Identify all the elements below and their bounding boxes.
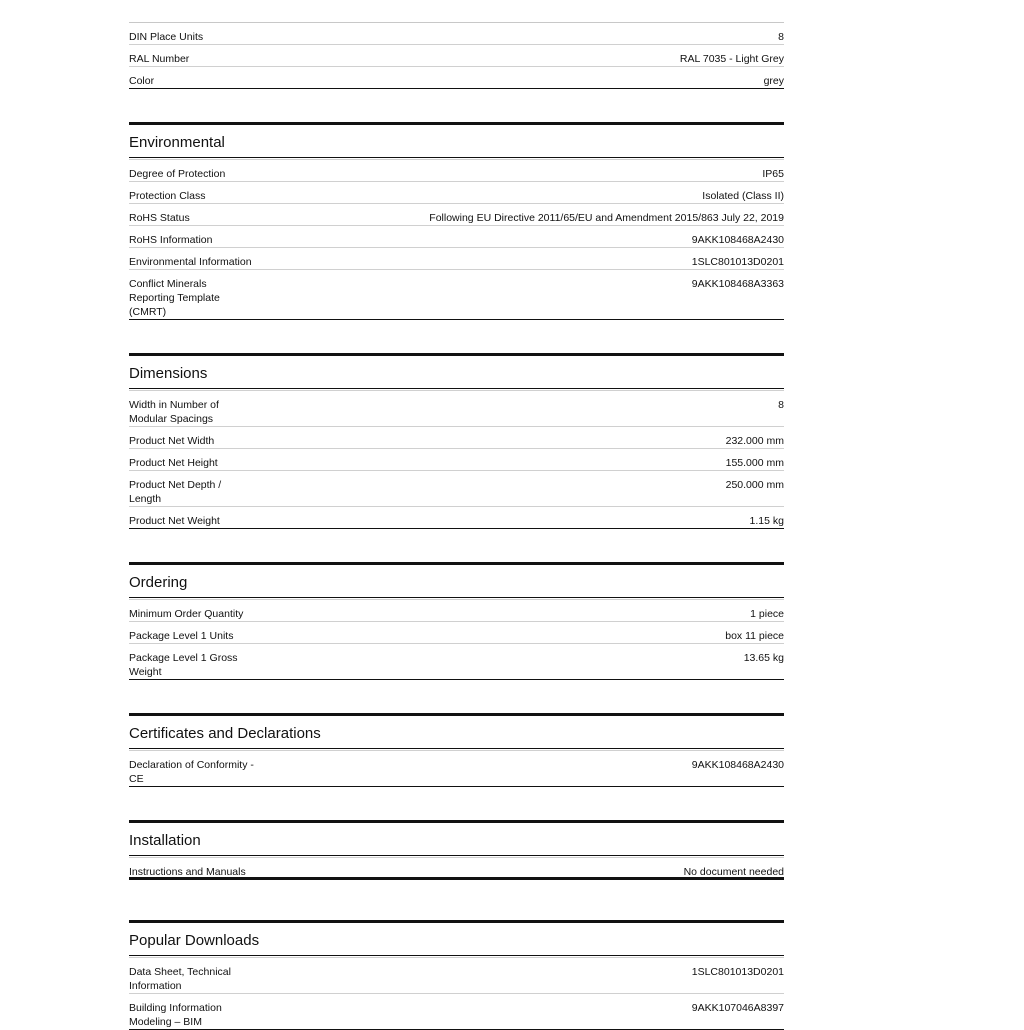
spec-label: Minimum Order Quantity	[129, 608, 244, 620]
spec-label: DIN Place Units	[129, 31, 204, 43]
section-rows	[129, 750, 784, 787]
spec-label: RAL Number	[129, 53, 190, 65]
general-rows	[129, 23, 784, 89]
spec-value[interactable]: 9AKK108468A2430	[691, 759, 784, 771]
spec-value: 232.000 mm	[725, 435, 784, 447]
spec-value[interactable]: 1SLC801013D0201	[691, 966, 784, 978]
section-title: Popular Downloads	[129, 920, 784, 956]
spec-value: 8	[778, 399, 784, 411]
spec-value: No document needed	[683, 866, 784, 878]
spec-row-ral-number	[129, 45, 784, 67]
spec-value[interactable]: 9AKK108468A3363	[691, 278, 784, 290]
spec-row-color	[129, 67, 784, 89]
spec-label: Building Information Modeling – BIM	[129, 1002, 222, 1028]
spec-label: Product Net Weight	[129, 515, 220, 527]
spec-value: box 11 piece	[725, 630, 784, 642]
spec-row-din-place-units	[129, 23, 784, 45]
spec-value: 155.000 mm	[725, 457, 784, 469]
spec-row	[129, 270, 784, 320]
section-rows	[129, 159, 784, 320]
spec-label: Color	[129, 75, 155, 87]
spec-label: Declaration of Conformity - CE	[129, 759, 254, 785]
section-rows	[129, 957, 784, 1030]
spec-value: IP65	[762, 168, 784, 180]
spec-label: Package Level 1 Units	[129, 630, 234, 642]
spec-value: grey	[763, 75, 784, 87]
spec-value: Isolated (Class II)	[702, 190, 784, 202]
spec-row	[129, 994, 784, 1030]
section-title: Environmental	[129, 122, 784, 158]
spec-row	[129, 600, 784, 622]
section-title: Certificates and Declarations	[129, 713, 784, 749]
spec-row	[129, 427, 784, 449]
spec-label: RoHS Status	[129, 212, 190, 224]
spec-value: 1 piece	[750, 608, 784, 620]
section-rows	[129, 390, 784, 529]
section-ordering	[129, 562, 784, 680]
spec-label: RoHS Information	[129, 234, 213, 246]
section-title: Installation	[129, 820, 784, 856]
spec-row	[129, 449, 784, 471]
section-environmental	[129, 122, 784, 320]
spec-label: Instructions and Manuals	[129, 866, 246, 878]
section-dimensions	[129, 353, 784, 529]
spec-row	[129, 160, 784, 182]
section-rows	[129, 857, 784, 880]
spec-label: Protection Class	[129, 190, 206, 202]
spec-label: Degree of Protection	[129, 168, 226, 180]
spec-value: 250.000 mm	[725, 479, 784, 491]
spec-label: Package Level 1 Gross Weight	[129, 652, 238, 678]
section-title: Ordering	[129, 562, 784, 598]
section-rows	[129, 599, 784, 680]
spec-label: Product Net Depth / Length	[129, 479, 222, 505]
spec-value[interactable]: 9AKK108468A2430	[691, 234, 784, 246]
spec-row	[129, 182, 784, 204]
spec-value[interactable]: 1SLC801013D0201	[691, 256, 784, 268]
section-installation	[129, 820, 784, 880]
spec-row	[129, 248, 784, 270]
spec-row	[129, 204, 784, 226]
spec-row	[129, 751, 784, 787]
spec-row	[129, 391, 784, 427]
spec-label: Environmental Information	[129, 256, 252, 268]
section-popular-downloads	[129, 920, 784, 1030]
section-certificates	[129, 713, 784, 787]
spec-value: 13.65 kg	[743, 652, 784, 664]
spec-value: 1.15 kg	[749, 515, 784, 527]
spec-label: Product Net Width	[129, 435, 215, 447]
spec-value[interactable]: 9AKK107046A8397	[691, 1002, 784, 1014]
spec-row	[129, 471, 784, 507]
spec-row	[129, 958, 784, 994]
spec-label: Product Net Height	[129, 457, 218, 469]
spec-label: Data Sheet, Technical Information	[129, 966, 231, 992]
spec-row	[129, 226, 784, 248]
spec-sheet	[129, 22, 784, 1030]
spec-value: 8	[778, 31, 784, 43]
spec-value: Following EU Directive 2011/65/EU and Amendment 2015/863 July 22, 2019	[429, 212, 784, 224]
spec-value: RAL 7035 - Light Grey	[679, 53, 784, 65]
spec-label: Width in Number of Modular Spacings	[129, 399, 219, 425]
spec-row	[129, 622, 784, 644]
spec-row	[129, 644, 784, 680]
section-title: Dimensions	[129, 353, 784, 389]
spec-row	[129, 858, 784, 880]
spec-label: Conflict Minerals Reporting Template (CMRT)	[129, 278, 220, 318]
spec-row	[129, 507, 784, 529]
